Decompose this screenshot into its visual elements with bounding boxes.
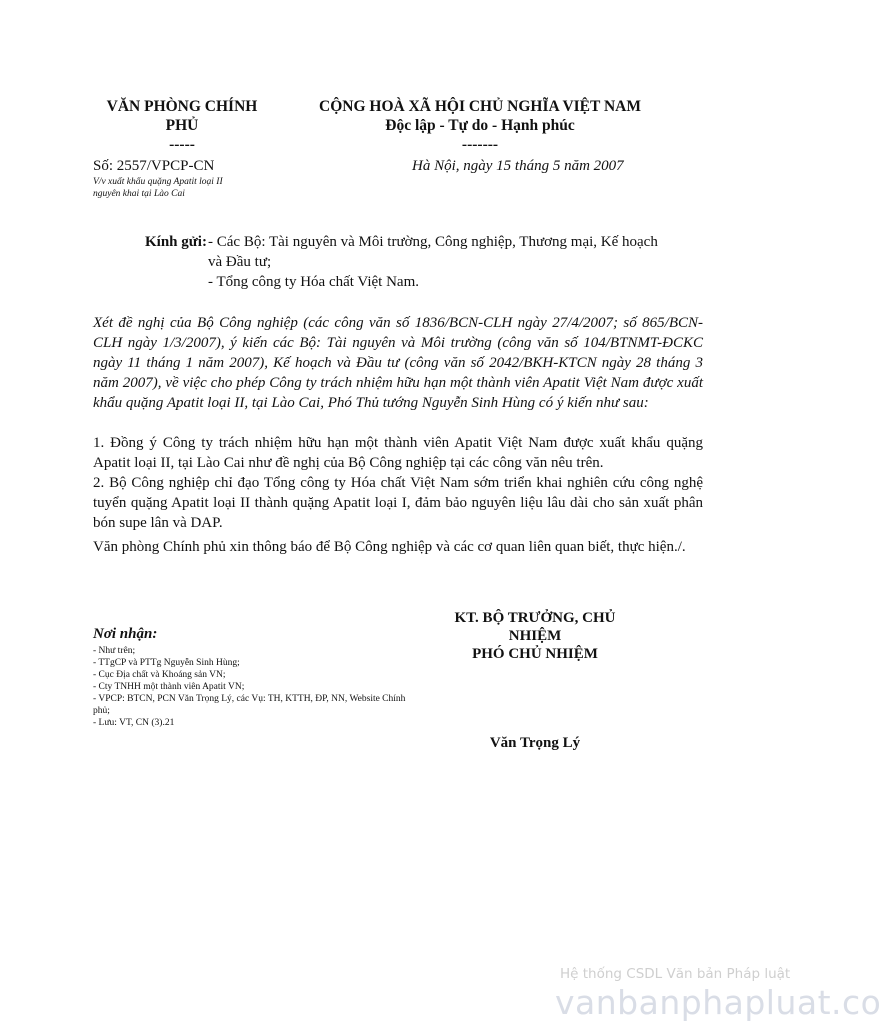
recipient-item: - Cục Địa chất và Khoáng sản VN; (93, 670, 226, 680)
signer-name: Văn Trọng Lý (489, 735, 581, 751)
issuing-agency (92, 97, 272, 154)
national-heading (280, 97, 680, 154)
addressee-line1: - Các Bộ: Tài nguyên và Môi trường, Công nghiệp, Thương mại, Kế hoạch và Đầu tư; (208, 234, 658, 270)
agency-name-line2: PHỦ (165, 117, 199, 134)
agency-name-line1: VĂN PHÒNG CHÍNH (106, 98, 258, 115)
closing-paragraph: Văn phòng Chính phủ xin thông báo để Bộ Công nghiệp và các cơ quan liên quan biết, thực hiện./. (93, 539, 686, 555)
addressee-block (145, 232, 665, 292)
recipient-item: - Lưu: VT, CN (3).21 (93, 718, 175, 728)
nation-name: CỘNG HOÀ XÃ HỘI CHỦ NGHĨA VIỆT NAM (319, 98, 641, 115)
document-subject (93, 176, 273, 200)
recipient-item: - Như trên; (93, 646, 136, 656)
date-place: Hà Nội, ngày 15 tháng 5 năm 2007 (412, 158, 624, 174)
signature-line2: NHIỆM (508, 628, 562, 644)
subject-line2: nguyên khai tại Lào Cai (93, 189, 185, 199)
watermark-site: vanbanphapluat.co (555, 983, 881, 1022)
watermark-caption: Hệ thống CSDL Văn bản Pháp luật (560, 966, 791, 982)
document-number: Số: 2557/VPCP-CN (93, 158, 215, 174)
subject-line1: V/v xuất khẩu quặng Apatit loại II (93, 177, 223, 187)
item-2-paragraph: 2. Bộ Công nghiệp chỉ đạo Tổng công ty Hóa chất Việt Nam sớm triển khai nghiên cứu công nghệ tuyển quặng Apatit loại II thành quặng Apatit loại I, đảm bảo nguyên liệu lâu dài cho sản xuất phân bón supe lân và DAP. (93, 475, 703, 531)
addressee-line2: - Tổng công ty Hóa chất Việt Nam. (208, 274, 419, 290)
signature-line1: KT. BỘ TRƯỞNG, CHỦ (454, 610, 616, 626)
intro-paragraph: Xét đề nghị của Bộ Công nghiệp (các công văn số 1836/BCN-CLH ngày 27/4/2007; số 865/BCN-CLH ngày 1/3/2007), ý kiến các Bộ: Tài nguyên và Môi trường (công văn số 104/BTNMT-ĐCKC ngày 11 tháng 1 năm 2007), Kế hoạch và Đầu tư (công văn số 2042/BKH-KTCN ngày 28 tháng 3 năm 2007), về việc cho phép Công ty trách nhiệm hữu hạn một thành viên Apatit Việt Nam được xuất khẩu quặng Apatit loại II, tại Lào Cai, Phó Thủ tướng Nguyễn Sinh Hùng có ý kiến như sau: (93, 315, 703, 411)
signature-block (430, 609, 640, 663)
motto-separator: ------- (461, 136, 499, 153)
motto: Độc lập - Tự do - Hạnh phúc (385, 117, 575, 134)
recipients-title: Nơi nhận: (93, 626, 158, 642)
recipient-item: - TTgCP và PTTg Nguyễn Sinh Hùng; (93, 658, 240, 668)
recipients-list (93, 645, 413, 729)
item-1-paragraph: 1. Đồng ý Công ty trách nhiệm hữu hạn một thành viên Apatit Việt Nam được xuất khẩu quặng Apatit loại II, tại Lào Cai như đề nghị của Bộ Công nghiệp tại các công văn nêu trên. (93, 435, 703, 471)
signature-line3: PHÓ CHỦ NHIỆM (472, 646, 598, 662)
addressee-label: Kính gửi: (145, 234, 207, 250)
agency-separator: ----- (169, 136, 195, 153)
recipient-item: - Cty TNHH một thành viên Apatit VN; (93, 682, 245, 692)
recipient-item: - VPCP: BTCN, PCN Văn Trọng Lý, các Vụ: TH, KTTH, ĐP, NN, Website Chính phủ; (93, 694, 406, 716)
